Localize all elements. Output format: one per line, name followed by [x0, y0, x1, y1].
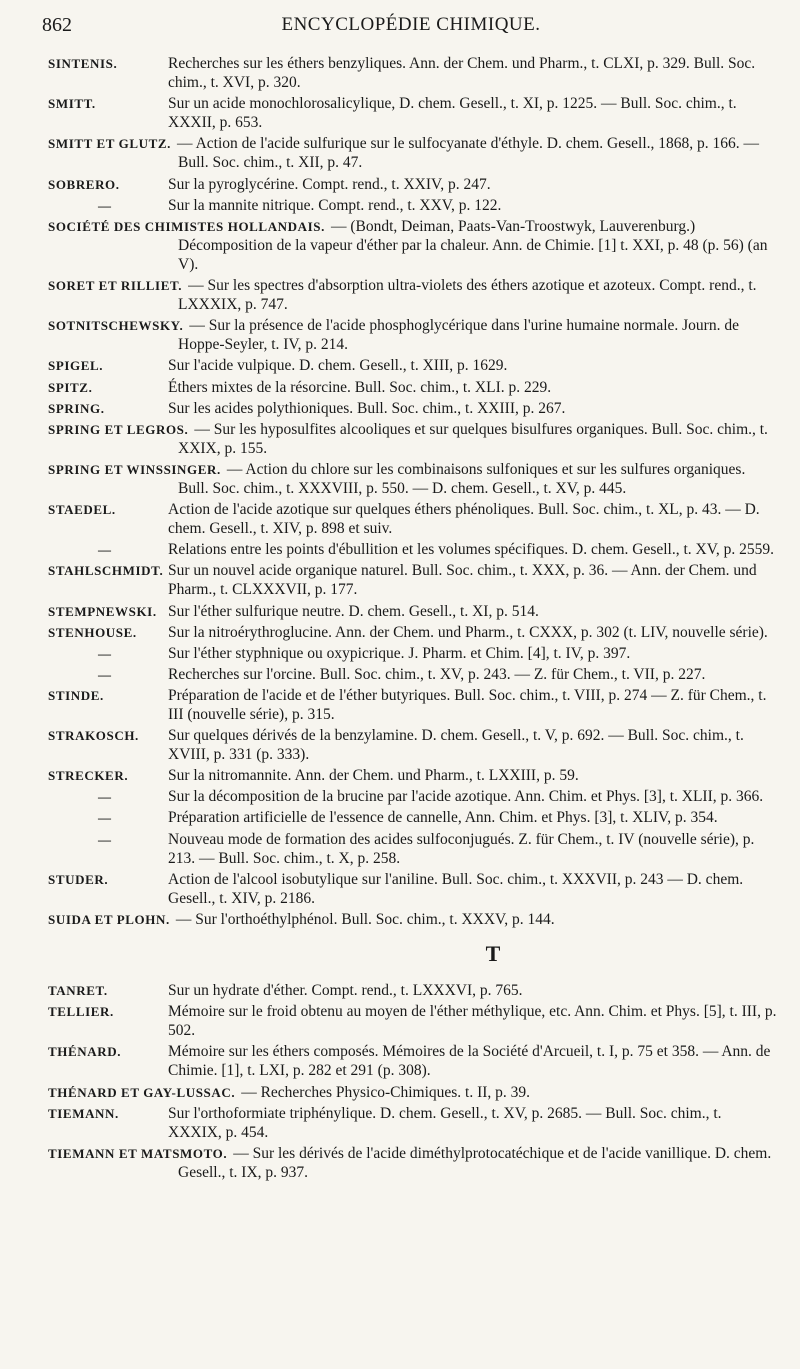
entries-s: [48, 54, 778, 929]
ditto-mark: —: [98, 645, 112, 661]
bibliography-entry: [48, 665, 778, 684]
entry-author: SPRING.: [48, 400, 105, 416]
entry-text: Sur la pyroglycérine. Compt. rend., t. XXIV, p. 247.: [168, 175, 491, 193]
entry-author: STENHOUSE.: [48, 624, 137, 640]
ditto-mark: —: [98, 831, 112, 847]
bibliography-entry: [48, 316, 778, 354]
entry-author: SMITT ET GLUTZ.: [48, 136, 172, 152]
bibliography-entry: [48, 623, 778, 642]
entry-text: Recherches sur l'orcine. Bull. Soc. chim., t. XV, p. 243. — Z. für Chem., t. VII, p. 227.: [168, 665, 706, 683]
entry-text: — Sur l'orthoéthylphénol. Bull. Soc. chim., t. XXXV, p. 144.: [175, 910, 555, 928]
bibliography-entry: [48, 540, 778, 559]
bibliography-entry: [48, 420, 778, 458]
entry-text: — (Bondt, Deiman, Paats-Van-Troostwyk, Lauverenburg.) Décomposition de la vapeur d'éther par la chaleur. Ann. de Chimie. [1] t. XXI, p. 48 (p. 56) (an V).: [178, 217, 768, 273]
bibliography-entry: [48, 830, 778, 868]
bibliography-entry: [48, 1144, 778, 1182]
ditto-mark: —: [98, 789, 112, 805]
bibliography-entry: [48, 686, 778, 724]
bibliography-entry: [48, 981, 778, 1000]
entry-author: TIEMANN ET MATSMOTO.: [48, 1145, 228, 1161]
bibliography-entry: [48, 602, 778, 621]
entry-author: TELLIER.: [48, 1004, 114, 1020]
entry-author: THÉNARD ET GAY-LUSSAC.: [48, 1084, 236, 1100]
entry-author: SOBRERO.: [48, 176, 120, 192]
bibliography-entry: [48, 134, 778, 172]
entry-author: STRAKOSCH.: [48, 728, 139, 744]
ditto-mark: —: [98, 542, 112, 558]
section-letter: T: [485, 941, 501, 967]
entry-text: — Sur les spectres d'absorption ultra-violets des éthers azotique et azoteux. Compt. rend., t. LXXXIX, p. 747.: [178, 277, 757, 314]
bibliography-entry: [48, 561, 778, 599]
ditto-mark: —: [98, 197, 112, 213]
entry-author: SOTNITSCHEWSKY.: [48, 318, 184, 334]
entry-text: Relations entre les points d'ébullition et les volumes spécifiques. D. chem. Gesell., t. XV, p. 2559.: [168, 541, 775, 559]
entry-author: SINTENIS.: [48, 56, 118, 71]
entry-text: Action de l'alcool isobutylique sur l'aniline. Bull. Soc. chim., t. XXXVII, p. 243 — D. chem. Gesell., t. XIV, p. 2186.: [168, 870, 744, 907]
entry-author: STRECKER.: [48, 768, 129, 784]
entry-author: SORET ET RILLIET.: [48, 278, 183, 294]
bibliography-entry: [48, 54, 778, 92]
entry-author: SPRING ET LEGROS.: [48, 421, 189, 437]
entries-t: [48, 981, 778, 1182]
running-title: ENCYCLOPÉDIE CHIMIQUE.: [281, 14, 541, 35]
bibliography-entry: [48, 644, 778, 663]
bibliography-entry: [48, 356, 778, 375]
entry-text: — Action du chlore sur les combinaisons sulfoniques et sur les sulfures organiques. Bull. Soc. chim., t. XXXVIII, p. 550. — D. chem. Gesell., t. XV, p. 445.: [178, 460, 746, 497]
bibliography-entry: [48, 808, 778, 827]
page-number: 862: [42, 14, 72, 36]
entry-author: SMITT.: [48, 96, 96, 112]
entry-text: Sur les acides polythioniques. Bull. Soc. chim., t. XXIII, p. 267.: [168, 399, 566, 417]
entry-text: Sur quelques dérivés de la benzylamine. D. chem. Gesell., t. V, p. 692. — Bull. Soc. chim., t. XVIII, p. 331 (p. 333).: [168, 727, 744, 764]
entry-text: Sur l'orthoformiate triphénylique. D. chem. Gesell., t. XV, p. 2685. — Bull. Soc. chim., t. XXXIX, p. 454.: [168, 1104, 722, 1141]
bibliography-entry: [48, 500, 778, 538]
entry-text: Nouveau mode de formation des acides sulfoconjugués. Z. für Chem., t. IV (nouvelle série), p. 213. — Bull. Soc. chim., t. X, p. 258.: [168, 830, 755, 867]
ditto-mark: —: [98, 666, 112, 682]
entry-text: Sur un hydrate d'éther. Compt. rend., t. LXXXVI, p. 765.: [168, 982, 523, 1000]
entry-text: — Sur les hyposulfites alcooliques et sur quelques bisulfures organiques. Bull. Soc. chim., t. XXIX, p. 155.: [178, 420, 768, 457]
entry-text: — Sur les dérivés de l'acide diméthylprotocatéchique et de l'acide vanillique. D. chem. Gesell., t. IX, p. 937.: [178, 1144, 772, 1181]
bibliography-entry: [48, 175, 778, 194]
entry-author: SPIGEL.: [48, 358, 104, 374]
bibliography-entry: [48, 1042, 778, 1080]
entry-text: Action de l'acide azotique sur quelques éthers phénoliques. Bull. Soc. chim., t. XL, p. 43. — D. chem. Gesell., t. XIV, p. 898 et suiv.: [168, 501, 760, 538]
entry-author: THÉNARD.: [48, 1044, 122, 1060]
bibliography-entry: [48, 217, 778, 274]
bibliography-entry: [48, 1104, 778, 1142]
entry-text: Sur un nouvel acide organique naturel. Bull. Soc. chim., t. XXX, p. 36. — Ann. der Chem. und Pharm., t. CLXXXVII, p. 177.: [168, 562, 757, 599]
entry-author: TIEMANN.: [48, 1105, 119, 1121]
bibliography-entry: [48, 276, 778, 314]
entry-text: Recherches sur les éthers benzyliques. Ann. der Chem. und Pharm., t. CLXI, p. 329. Bull. Soc. chim., t. XVI, p. 320.: [168, 55, 756, 92]
entry-text: Sur la mannite nitrique. Compt. rend., t. XXV, p. 122.: [168, 196, 502, 214]
entry-text: Préparation artificielle de l'essence de cannelle, Ann. Chim. et Phys. [3], t. XLIV, p. 354.: [168, 809, 718, 827]
entry-text: — Recherches Physico-Chimiques. t. II, p. 39.: [241, 1083, 531, 1101]
entry-text: Mémoire sur le froid obtenu au moyen de l'éther méthylique, etc. Ann. Chim. et Phys. [5], t. III, p. 502.: [168, 1003, 777, 1040]
bibliography-entry: [48, 1083, 778, 1102]
entry-text: Sur la décomposition de la brucine par l'acide azotique. Ann. Chim. et Phys. [3], t. XLII, p. 366.: [168, 788, 764, 806]
bibliography-entry: [48, 196, 778, 215]
entry-text: — Action de l'acide sulfurique sur le sulfocyanate d'éthyle. D. chem. Gesell., 1868, p. 166. — Bull. Soc. chim., t. XII, p. 47.: [177, 135, 760, 172]
entry-text: Mémoire sur les éthers composés. Mémoires de la Société d'Arcueil, t. I, p. 75 et 358. — Ann. de Chimie. [1], t. LXI, p. 282 et 291 (p. 308).: [168, 1043, 771, 1080]
entry-author: TANRET.: [48, 983, 108, 999]
entry-text: Sur l'éther styphnique ou oxypicrique. J. Pharm. et Chim. [4], t. IV, p. 397.: [168, 644, 631, 662]
entry-author: STAEDEL.: [48, 502, 116, 518]
entry-author: STEMPNEWSKI.: [48, 603, 157, 619]
entry-text: Sur l'éther sulfurique neutre. D. chem. Gesell., t. XI, p. 514.: [168, 602, 539, 620]
bibliography-entry: [48, 378, 778, 397]
bibliography-entry: [48, 460, 778, 498]
bibliography-entry: [48, 910, 778, 929]
entry-author: SPRING ET WINSSINGER.: [48, 461, 221, 477]
bibliography-entry: [48, 1002, 778, 1040]
bibliography-entry: [48, 787, 778, 806]
entry-text: Sur la nitroérythroglucine. Ann. der Chem. und Pharm., t. CXXX, p. 302 (t. LIV, nouvelle série).: [168, 623, 768, 641]
entry-author: STINDE.: [48, 687, 104, 703]
entry-text: — Sur la présence de l'acide phosphoglycérique dans l'urine humaine normale. Journ. de Hoppe-Seyler, t. IV, p. 214.: [178, 317, 739, 354]
bibliography-entry: [48, 766, 778, 785]
bibliography-entry: [48, 399, 778, 418]
entry-author: STAHLSCHMIDT.: [48, 563, 164, 579]
bibliography-entry: [48, 870, 778, 908]
ditto-mark: —: [98, 810, 112, 826]
bibliography-entry: [48, 726, 778, 764]
entry-author: SOCIÉTÉ DES CHIMISTES HOLLANDAIS.: [48, 218, 325, 234]
entry-text: Éthers mixtes de la résorcine. Bull. Soc. chim., t. XLI. p. 229.: [168, 378, 552, 396]
entry-author: SPITZ.: [48, 379, 93, 395]
entry-text: Sur la nitromannite. Ann. der Chem. und Pharm., t. LXXIII, p. 59.: [168, 767, 579, 785]
bibliography-entry: [48, 94, 778, 132]
page-header: [42, 14, 780, 42]
entry-author: STUDER.: [48, 871, 109, 887]
entry-text: Sur un acide monochlorosalicylique, D. chem. Gesell., t. XI, p. 1225. — Bull. Soc. chim., t. XXXII, p. 653.: [168, 95, 737, 132]
bibliography: [48, 54, 778, 1182]
entry-text: Sur l'acide vulpique. D. chem. Gesell., t. XIII, p. 1629.: [168, 357, 508, 375]
entry-author: SUIDA ET PLOHN.: [48, 911, 170, 927]
entry-text: Préparation de l'acide et de l'éther butyriques. Bull. Soc. chim., t. VIII, p. 274 — Z. für Chem., t. III (nouvelle série), p. 315.: [168, 686, 767, 723]
